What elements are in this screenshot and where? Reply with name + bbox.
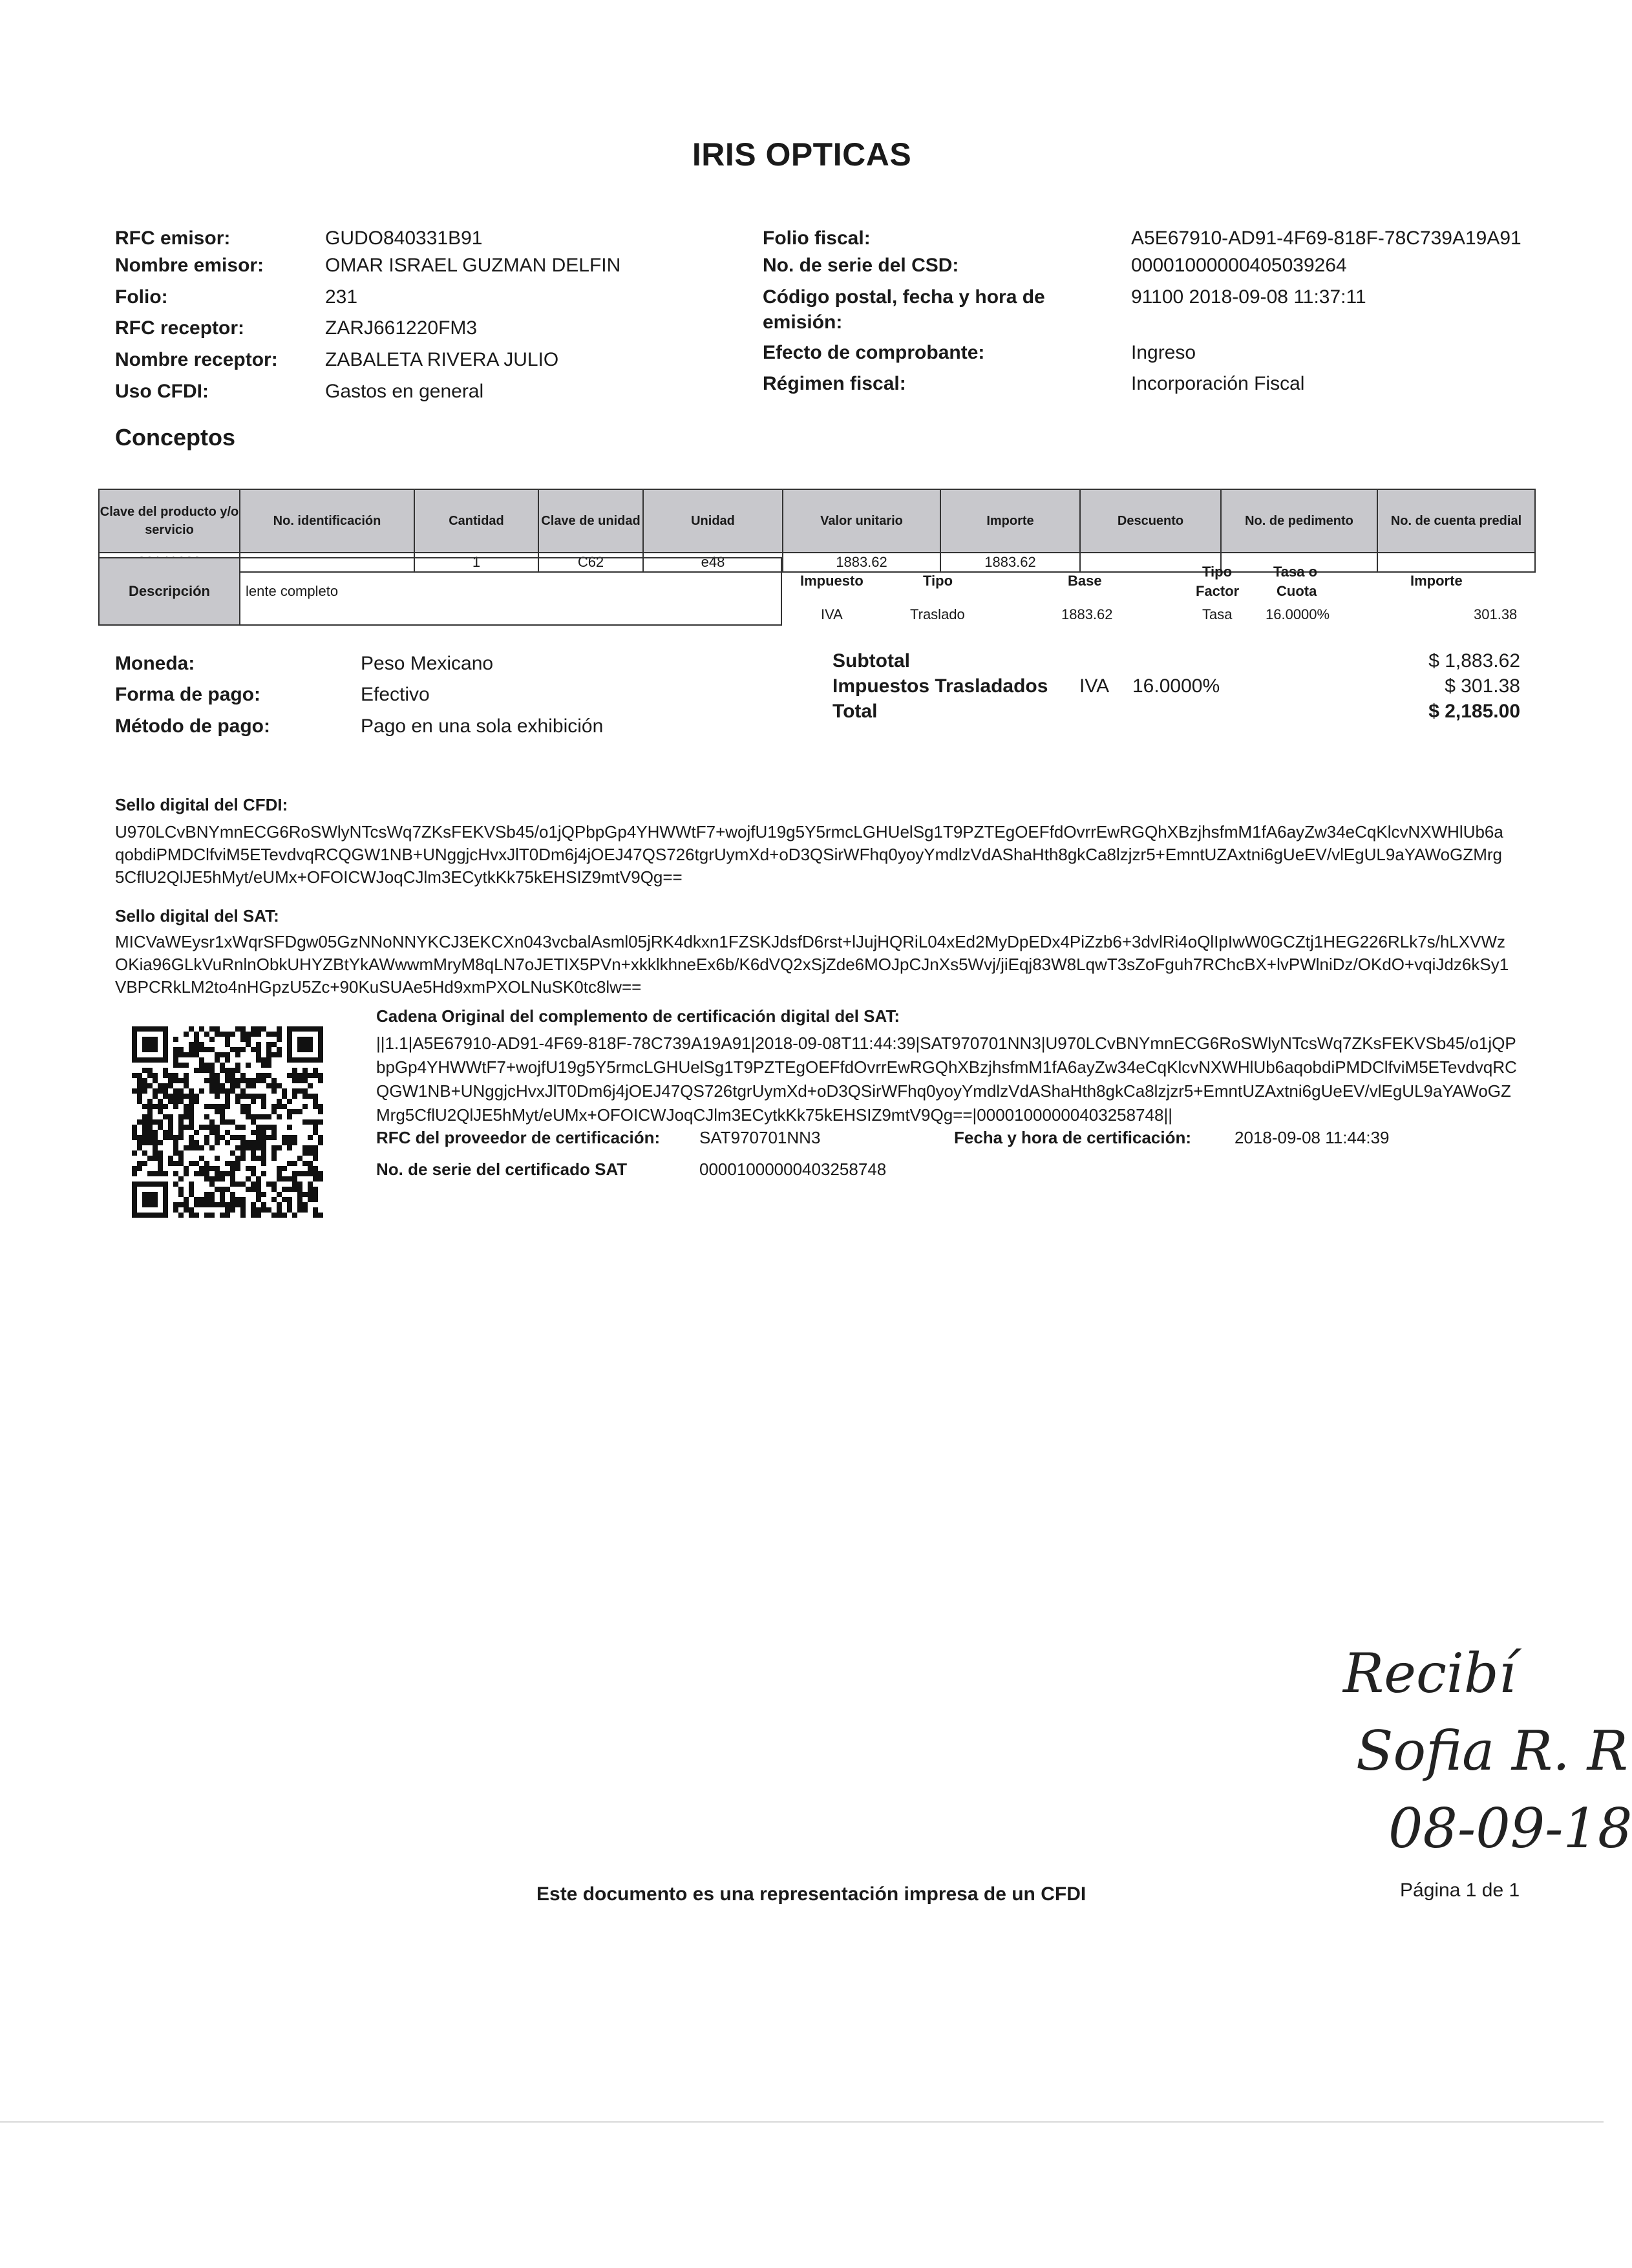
rfc-receptor-value: ZARJ661220FM3: [325, 317, 478, 339]
header-cuenta-predial: No. de cuenta predial: [1377, 489, 1535, 553]
nombre-emisor-value: OMAR ISRAEL GUZMAN DELFIN: [325, 255, 621, 276]
sello-cfdi-line: 5CflU2QlJE5hMyt/eUMx+OFOICWJoqCJlm3ECytkKk75kEHSIZ9mtV9Qg==: [115, 867, 683, 887]
folio-fiscal-value: A5E67910-AD91-4F69-818F-78C739A19A91: [1131, 228, 1521, 249]
sello-cfdi-line: U970LCvBNYmnECG6RoSWlyNTcsWq7ZKsFEKVSb45/o1jQPbpGp4YHWWtF7+wojfU19g5Y5rmcLGHUelSg1T9PZTEgOEFfdOvrrEwRGQhXBzjhsfmM1fA6ayZw34eCqKlcvNXWHlUb6a: [115, 822, 1503, 842]
sello-sat-label: Sello digital del SAT:: [115, 906, 279, 926]
tax-header-importe: Importe: [1410, 573, 1463, 589]
tax-header-tasa-1: Tasa o: [1273, 564, 1318, 580]
header-clave-producto: Clave del producto y/o servicio: [99, 489, 240, 553]
impuestos-tasa: 16.0000%: [1132, 675, 1220, 697]
codigo-postal-label-2: emisión:: [763, 312, 843, 333]
tax-header-tipo-factor-2: Factor: [1196, 583, 1240, 599]
regimen-label: Régimen fiscal:: [763, 373, 906, 394]
serie-csd-label: No. de serie del CSD:: [763, 255, 959, 276]
handwritten-date: 08-09-18: [1388, 1797, 1632, 1860]
tax-header-tasa-2: Cuota: [1277, 583, 1317, 599]
cell-valor-unitario: 1883.62: [783, 553, 940, 572]
footer-note: Este documento es una representación impresa de un CFDI: [536, 1883, 1086, 1905]
nombre-receptor-label: Nombre receptor:: [115, 349, 278, 370]
rfc-emisor-value: GUDO840331B91: [325, 228, 483, 249]
header-importe: Importe: [940, 489, 1080, 553]
document-title: IRIS OPTICAS: [692, 136, 912, 173]
sello-sat-text: [115, 931, 1537, 999]
cadena-line: ||1.1|A5E67910-AD91-4F69-818F-78C739A19A91|2018-09-08T11:44:39|SAT970701NN3|U970LCvBNYmnECG6RoSWlyNTcsWq7ZKsFEKVSb45/o1jQP: [376, 1033, 1516, 1053]
sello-sat-line: VBPCRkLM2to4nHGpzU5Zc+90KuSUAe5Hd9xmPXOLNuSK0tc8lw==: [115, 977, 642, 997]
cell-cuenta-predial: [1377, 553, 1535, 572]
moneda-label: Moneda:: [115, 653, 195, 674]
handwritten-name: Sofia R. R: [1356, 1719, 1628, 1783]
cadena-line: Mrg5CflU2QlJE5hMyt/eUMx+OFOICWJoqCJlm3ECytkKk75kEHSIZ9mtV9Qg==|00001000000403258748||: [376, 1105, 1172, 1125]
cadena-text: [376, 1032, 1540, 1127]
subtotal-value: $ 1,883.62: [1428, 650, 1520, 672]
fecha-certificacion-value: 2018-09-08 11:44:39: [1235, 1128, 1390, 1147]
rfc-proveedor-label: RFC del proveedor de certificación:: [376, 1128, 661, 1147]
serie-certificado-sat-label: No. de serie del certificado SAT: [376, 1160, 628, 1179]
nombre-emisor-label: Nombre emisor:: [115, 255, 264, 276]
tax-header-base: Base: [1068, 573, 1102, 589]
fecha-certificacion-label: Fecha y hora de certificación:: [954, 1128, 1192, 1147]
rfc-proveedor-value: SAT970701NN3: [699, 1128, 821, 1147]
regimen-value: Incorporación Fiscal: [1131, 373, 1305, 394]
serie-certificado-sat-value: 00001000000403258748: [699, 1160, 887, 1179]
descripcion-label: Descripción: [100, 558, 240, 624]
conceptos-title: Conceptos: [115, 424, 236, 450]
header-clave-unidad: Clave de unidad: [538, 489, 643, 553]
folio-value: 231: [325, 286, 358, 308]
forma-pago-label: Forma de pago:: [115, 684, 261, 705]
moneda-value: Peso Mexicano: [361, 653, 494, 674]
metodo-pago-value: Pago en una sola exhibición: [361, 715, 604, 737]
nombre-receptor-value: ZABALETA RIVERA JULIO: [325, 349, 559, 370]
uso-cfdi-label: Uso CFDI:: [115, 381, 209, 402]
impuestos-iva: IVA: [1079, 675, 1110, 697]
sello-sat-line: MICVaWEysr1xWqrSFDgw05GzNNoNNYKCJ3EKCXn043vcbalAsml05jRK4dkxn1FZSKJdsfD6rst+lJujHQRiL04xEd2MyDpEDx4PiZzb6+3dvlRi4oQlIpIwW0GCZtj1HEG226RLk7s/hLXVWz: [115, 932, 1506, 951]
sello-cfdi-label: Sello digital del CFDI:: [115, 795, 288, 814]
cadena-line: QGW1NB+UNggjcHvxJlT0Dm6j4jOEJ47QS726tgrUymXd+oD3QSirWFhq0yoyYmdlzVdAShaHth8gkCa8lzjzr5+EmntUZAxtni6gUeEV/vlEgUL9aYAWoGZ: [376, 1081, 1511, 1101]
handwritten-recibi: Recibí: [1343, 1642, 1516, 1705]
header-no-identificacion: No. identificación: [240, 489, 414, 553]
tax-tipo-factor: Tasa: [1202, 606, 1233, 622]
header-unidad: Unidad: [643, 489, 783, 553]
header-no-pedimento: No. de pedimento: [1221, 489, 1377, 553]
cadena-label: Cadena Original del complemento de certificación digital del SAT:: [376, 1006, 900, 1026]
sello-cfdi-line: qobdiPMDClfviM5ETevdvqRCQGW1NB+UNggjcHvxJlT0Dm6j4jOEJ47QS726tgrUymXd+oD3QSirWFhq0yoyYmdlzVdAShaHth8gkCa8lzjzr5+EmntUZAxtni6gUeEV/vlEgUL9aYAWoGZMrg: [115, 845, 1503, 864]
efecto-value: Ingreso: [1131, 342, 1196, 363]
tax-header-tipo: Tipo: [923, 573, 953, 589]
codigo-postal-value: 91100 2018-09-08 11:37:11: [1131, 286, 1366, 308]
header-cantidad: Cantidad: [414, 489, 538, 553]
tax-header-impuesto: Impuesto: [800, 573, 864, 589]
subtotal-label: Subtotal: [832, 650, 910, 672]
cell-unidad: e48: [643, 553, 783, 572]
codigo-postal-label-1: Código postal, fecha y hora de: [763, 286, 1045, 308]
tax-base: 1883.62: [1061, 606, 1113, 622]
cell-cantidad: 1: [414, 553, 538, 572]
tax-importe: 301.38: [1474, 606, 1518, 622]
total-label: Total: [832, 701, 878, 722]
folio-label: Folio:: [115, 286, 168, 308]
cell-clave-unidad: C62: [538, 553, 643, 572]
page-number: Página 1 de 1: [1400, 1880, 1520, 1901]
scan-edge-divider: [0, 2121, 1604, 2123]
descripcion-value: lente completo: [246, 583, 339, 599]
rfc-emisor-label: RFC emisor:: [115, 228, 231, 249]
tax-header-tipo-factor-1: Tipo: [1202, 564, 1233, 580]
efecto-label: Efecto de comprobante:: [763, 342, 985, 363]
total-value: $ 2,185.00: [1428, 701, 1520, 722]
serie-csd-value: 00001000000405039264: [1131, 255, 1347, 276]
header-descuento: Descuento: [1080, 489, 1221, 553]
impuestos-value: $ 301.38: [1445, 675, 1520, 697]
cell-importe: 1883.62: [940, 553, 1080, 572]
tax-impuesto: IVA: [821, 606, 843, 622]
uso-cfdi-value: Gastos en general: [325, 381, 484, 402]
tax-tasa: 16.0000%: [1266, 606, 1330, 622]
rfc-receptor-label: RFC receptor:: [115, 317, 245, 339]
metodo-pago-label: Método de pago:: [115, 715, 270, 737]
header-valor-unitario: Valor unitario: [783, 489, 940, 553]
cell-descuento: [1080, 553, 1221, 572]
descripcion-box: [98, 557, 782, 626]
impuestos-trasladados-label: Impuestos Trasladados: [832, 675, 1048, 697]
qr-code-icon: [132, 1026, 323, 1218]
folio-fiscal-label: Folio fiscal:: [763, 228, 871, 249]
sello-cfdi-text: [115, 821, 1537, 889]
tax-tipo: Traslado: [910, 606, 965, 622]
cadena-line: bpGp4YHWWtF7+wojfU19g5Y5rmcLGHUelSg1T9PZTEgOEFfdOvrrEwRGQhXBzjhsfmM1fA6ayZw34eCqKlcvNXWHlUb6aqobdiPMDClfviM5ETevdvqRC: [376, 1057, 1517, 1077]
sello-sat-line: OKia96GLkVuRnlnObkUHYZBtYkAWwwmMryM8qLN7oJETIX5PVn+xkklkhneEx6b/K6dVQ2xSjZde6MOJpCJnXs5Wvj/jiEqj83W8LqwT3sZoFguh7RChcBX+lvPWlniDz/OKdO+vqiJdz6kSy1: [115, 955, 1509, 974]
forma-pago-value: Efectivo: [361, 684, 430, 705]
